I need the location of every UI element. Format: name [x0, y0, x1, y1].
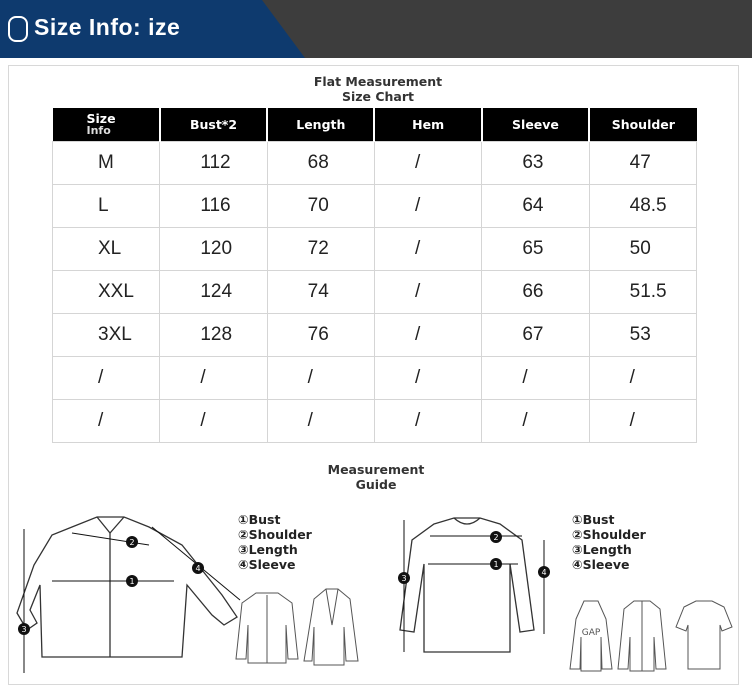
chart-title — [280, 74, 476, 104]
value-cell — [589, 185, 696, 228]
cell-text: 128 — [200, 324, 233, 345]
table-row — [53, 357, 697, 400]
top-banner — [0, 0, 752, 58]
header-shoulder: Shoulder — [589, 108, 696, 142]
legend-item: ④Sleeve — [238, 557, 296, 572]
table-row — [53, 228, 697, 271]
size-cell — [53, 400, 160, 443]
value-cell — [589, 314, 696, 357]
value-cell — [267, 400, 374, 443]
cell-text: XXL — [98, 281, 134, 302]
marker-length-label: 3 — [21, 625, 27, 634]
table-header-row — [53, 108, 697, 142]
cell-text: 64 — [522, 195, 544, 216]
logo-icon — [8, 16, 28, 42]
cell-text: / — [414, 152, 421, 173]
cell-text: M — [98, 152, 114, 173]
guide-title-line1: Measurement — [327, 462, 425, 477]
cell-text: 63 — [522, 152, 544, 173]
cell-text: / — [522, 410, 528, 431]
legend-item: ①Bust — [572, 512, 615, 527]
cell-text: / — [307, 410, 313, 431]
value-cell — [482, 185, 589, 228]
cell-text: / — [414, 410, 421, 431]
table-row — [53, 271, 697, 314]
value-cell — [160, 400, 267, 443]
table-row — [53, 400, 697, 443]
jacket-sketches — [234, 585, 364, 670]
legend-shirt — [238, 512, 312, 572]
legend-item: ③Length — [572, 542, 632, 557]
value-cell — [589, 142, 696, 185]
value-cell — [374, 271, 481, 314]
value-cell — [482, 400, 589, 443]
header-info-label: Info — [86, 123, 111, 137]
denim-jacket-sketch — [236, 593, 298, 663]
value-cell — [589, 271, 696, 314]
cell-text: / — [414, 324, 421, 345]
value-cell — [589, 357, 696, 400]
chart-title-line1: Flat Measurement — [313, 74, 443, 89]
header-bust: Bust*2 — [160, 108, 267, 142]
value-cell — [267, 185, 374, 228]
cell-text: 53 — [629, 324, 651, 345]
cell-text: / — [98, 367, 104, 388]
cell-text: 70 — [307, 195, 329, 216]
table-row — [53, 314, 697, 357]
value-cell — [160, 228, 267, 271]
legend-item: ①Bust — [238, 512, 281, 527]
cell-text: 65 — [522, 238, 544, 259]
legend-item: ④Sleeve — [572, 557, 630, 572]
cell-text: / — [414, 195, 421, 216]
cell-text: 116 — [200, 195, 231, 216]
cell-text: 51.5 — [629, 281, 667, 302]
size-cell — [53, 142, 160, 185]
value-cell — [374, 142, 481, 185]
value-cell — [160, 357, 267, 400]
hoodie-print: GAP — [581, 628, 601, 638]
value-cell — [589, 228, 696, 271]
value-cell — [267, 142, 374, 185]
value-cell — [160, 142, 267, 185]
value-cell — [482, 314, 589, 357]
cell-text: 72 — [307, 238, 329, 259]
legend-item: ③Length — [238, 542, 298, 557]
header-hem: Hem — [374, 108, 481, 142]
cell-text: 124 — [200, 281, 233, 302]
cell-text: / — [98, 410, 104, 431]
value-cell — [160, 271, 267, 314]
cell-text: 3XL — [98, 324, 132, 345]
size-chart-table — [52, 108, 697, 443]
banner-title: Size Info: ize — [34, 14, 181, 40]
header-length: Length — [267, 108, 374, 142]
header-size-label: Size — [86, 110, 116, 126]
size-cell — [53, 228, 160, 271]
cell-text: L — [98, 195, 109, 216]
marker-length-label: 3 — [401, 574, 407, 583]
legend-sweater — [572, 512, 646, 572]
cell-text: / — [522, 367, 528, 388]
table-row — [53, 185, 697, 228]
cell-text: / — [200, 367, 206, 388]
marker-bust-label: 1 — [129, 577, 135, 586]
cell-text: 68 — [307, 152, 329, 173]
size-cell — [53, 271, 160, 314]
marker-sleeve-label: 4 — [541, 568, 547, 577]
cell-text: 112 — [200, 152, 231, 173]
value-cell — [160, 314, 267, 357]
value-cell — [374, 185, 481, 228]
value-cell — [267, 271, 374, 314]
cell-text: 50 — [629, 238, 651, 259]
shirt-diagram — [12, 505, 242, 680]
value-cell — [374, 400, 481, 443]
cell-text: / — [629, 367, 635, 388]
marker-bust-label: 1 — [493, 560, 499, 569]
value-cell — [482, 142, 589, 185]
value-cell — [267, 314, 374, 357]
cell-text: / — [307, 367, 313, 388]
value-cell — [267, 357, 374, 400]
size-cell — [53, 357, 160, 400]
legend-item: ②Shoulder — [572, 527, 646, 542]
size-cell — [53, 185, 160, 228]
value-cell — [589, 400, 696, 443]
marker-shoulder-label: 2 — [129, 538, 135, 547]
cell-text: / — [200, 410, 206, 431]
cell-text: 74 — [307, 281, 329, 302]
chart-title-line2: Size Chart — [341, 89, 415, 104]
cell-text: 76 — [307, 324, 329, 345]
table-row — [53, 142, 697, 185]
cell-text: 47 — [629, 152, 651, 173]
value-cell — [374, 357, 481, 400]
cell-text: 48.5 — [629, 195, 667, 216]
guide-title — [300, 462, 452, 492]
header-sleeve: Sleeve — [482, 108, 589, 142]
value-cell — [374, 314, 481, 357]
tshirt-sketch — [676, 601, 732, 669]
cell-text: 67 — [522, 324, 544, 345]
marker-shoulder-label: 2 — [493, 533, 499, 542]
cell-text: / — [414, 281, 421, 302]
value-cell — [267, 228, 374, 271]
value-cell — [482, 271, 589, 314]
sweater-outline — [400, 518, 534, 652]
marker-sleeve-label: 4 — [195, 564, 201, 573]
cardigan-sketch — [618, 601, 666, 671]
value-cell — [482, 357, 589, 400]
shirt-collar — [97, 517, 124, 533]
value-cell — [482, 228, 589, 271]
cell-text: / — [629, 410, 635, 431]
shirt-outline — [17, 517, 237, 657]
value-cell — [160, 185, 267, 228]
cell-text: XL — [98, 238, 122, 259]
legend-item: ②Shoulder — [238, 527, 312, 542]
sweater-diagram — [392, 512, 554, 662]
cell-text: 120 — [200, 238, 233, 259]
size-cell — [53, 314, 160, 357]
sweater-neck — [454, 518, 480, 524]
cell-text: / — [414, 238, 421, 259]
cell-text: 66 — [522, 281, 544, 302]
cell-text: / — [414, 367, 421, 388]
value-cell — [374, 228, 481, 271]
casual-sketches — [566, 597, 736, 677]
guide-title-line2: Guide — [355, 477, 397, 492]
header-size — [53, 108, 160, 142]
blazer-sketch — [304, 589, 358, 665]
